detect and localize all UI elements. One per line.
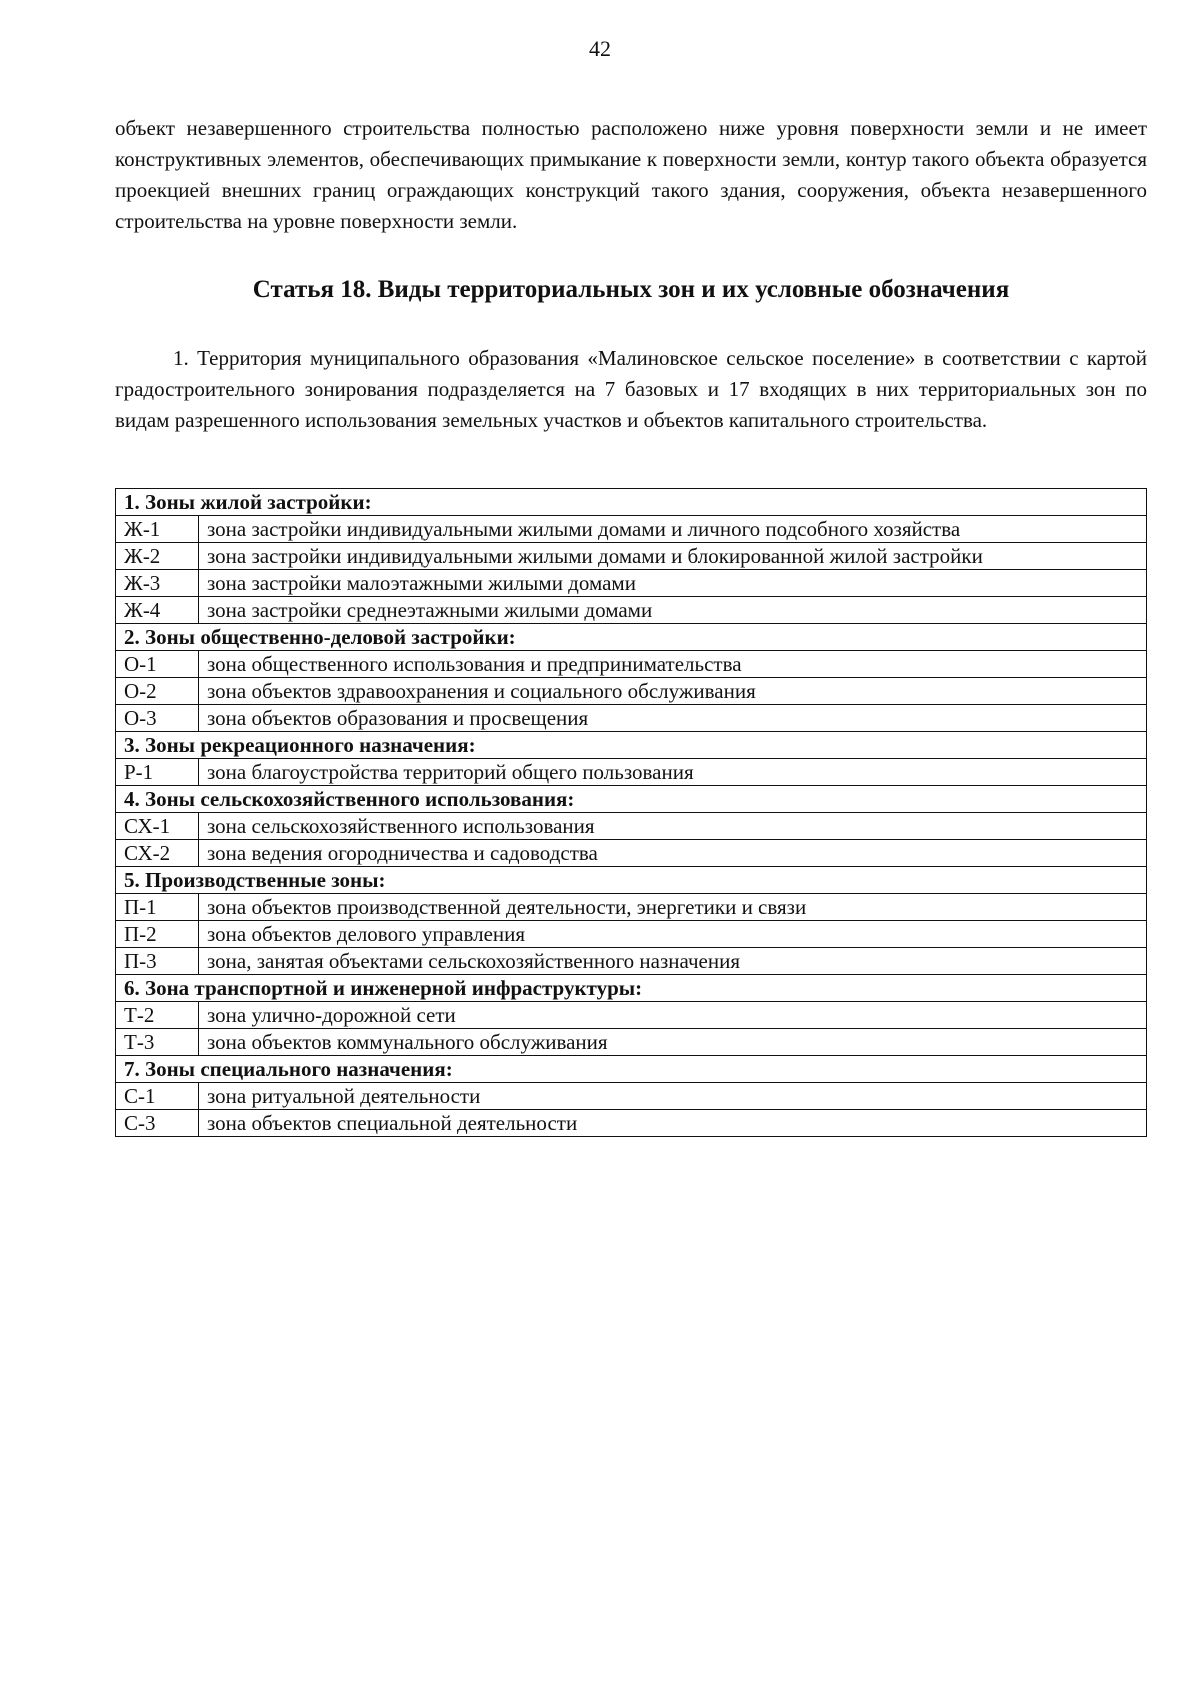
zone-group-title: 3. Зоны рекреационного назначения: — [116, 732, 1147, 759]
zone-name: зона застройки малоэтажными жилыми домами — [199, 570, 1147, 597]
zone-name: зона застройки среднеэтажными жилыми домами — [199, 597, 1147, 624]
zone-row — [116, 813, 1147, 840]
zone-code: П-1 — [116, 894, 199, 921]
zone-row — [116, 678, 1147, 705]
zone-code: Ж-2 — [116, 543, 199, 570]
zone-row — [116, 1029, 1147, 1056]
zone-group-row — [116, 975, 1147, 1002]
page-number: 42 — [589, 36, 611, 61]
intro-paragraph: объект незавершенного строительства полностью расположено ниже уровня поверхности земли и не имеет конструктивных элементов, обеспечивающих примыкание к поверхности земли, контур такого объекта образуется проекцией внешних границ ограждающих конструкций такого здания, сооружения, объекта незавершенного строительства на уровне поверхности земли. — [115, 116, 1147, 233]
zone-group-row — [116, 867, 1147, 894]
zone-code: СХ-1 — [116, 813, 199, 840]
zone-code: С-1 — [116, 1083, 199, 1110]
zone-row — [116, 1110, 1147, 1137]
zone-row — [116, 759, 1147, 786]
zone-code: П-3 — [116, 948, 199, 975]
zone-row — [116, 570, 1147, 597]
zone-code: С-3 — [116, 1110, 199, 1137]
zone-group-row — [116, 489, 1147, 516]
zone-name: зона объектов здравоохранения и социального обслуживания — [199, 678, 1147, 705]
zones-table-body — [116, 489, 1147, 1137]
zone-group-title: 6. Зона транспортной и инженерной инфраструктуры: — [116, 975, 1147, 1002]
zone-row — [116, 921, 1147, 948]
zone-name: зона ритуальной деятельности — [199, 1083, 1147, 1110]
zone-row — [116, 948, 1147, 975]
zone-row — [116, 516, 1147, 543]
zone-name: зона объектов специальной деятельности — [199, 1110, 1147, 1137]
zone-group-row — [116, 732, 1147, 759]
zone-group-title: 7. Зоны специального назначения: — [116, 1056, 1147, 1083]
zone-code: Р-1 — [116, 759, 199, 786]
zone-code: П-2 — [116, 921, 199, 948]
zone-code: О-3 — [116, 705, 199, 732]
zone-code: О-2 — [116, 678, 199, 705]
article-heading: Статья 18. Виды территориальных зон и их условные обозначения — [252, 276, 1010, 303]
zone-row — [116, 705, 1147, 732]
zone-name: зона общественного использования и предпринимательства — [199, 651, 1147, 678]
zone-name: зона застройки индивидуальными жилыми домами и блокированной жилой застройки — [199, 543, 1147, 570]
zone-code: О-1 — [116, 651, 199, 678]
zone-group-title: 5. Производственные зоны: — [116, 867, 1147, 894]
zone-code: Т-3 — [116, 1029, 199, 1056]
zone-name: зона застройки индивидуальными жилыми домами и личного подсобного хозяйства — [199, 516, 1147, 543]
zone-code: Ж-3 — [116, 570, 199, 597]
zone-group-title: 4. Зоны сельскохозяйственного использования: — [116, 786, 1147, 813]
zone-name: зона ведения огородничества и садоводства — [199, 840, 1147, 867]
zone-group-row — [116, 1056, 1147, 1083]
zone-code: Ж-4 — [116, 597, 199, 624]
zone-row — [116, 1002, 1147, 1029]
zone-group-row — [116, 624, 1147, 651]
zone-row — [116, 1083, 1147, 1110]
zone-name: зона благоустройства территорий общего пользования — [199, 759, 1147, 786]
zone-name: зона улично-дорожной сети — [199, 1002, 1147, 1029]
zone-group-title: 2. Зоны общественно-деловой застройки: — [116, 624, 1147, 651]
zone-code: Ж-1 — [116, 516, 199, 543]
zone-row — [116, 840, 1147, 867]
zone-name: зона, занятая объектами сельскохозяйственного назначения — [199, 948, 1147, 975]
zone-code: Т-2 — [116, 1002, 199, 1029]
zone-row — [116, 894, 1147, 921]
zone-name: зона объектов делового управления — [199, 921, 1147, 948]
zone-name: зона объектов коммунального обслуживания — [199, 1029, 1147, 1056]
zone-row — [116, 597, 1147, 624]
paragraph-1: 1. Территория муниципального образования «Малиновское сельское поселение» в соответствии с картой градостроительного зонирования подразделяется на 7 базовых и 17 входящих в них территориальных зон по видам разрешенного использования земельных участков и объектов капитального строительства. — [115, 346, 1147, 432]
zone-name: зона сельскохозяйственного использования — [199, 813, 1147, 840]
zone-row — [116, 543, 1147, 570]
zone-row — [116, 651, 1147, 678]
zone-group-title: 1. Зоны жилой застройки: — [116, 489, 1147, 516]
zone-name: зона объектов производственной деятельности, энергетики и связи — [199, 894, 1147, 921]
zones-table — [115, 488, 1147, 1137]
zone-group-row — [116, 786, 1147, 813]
zone-code: СХ-2 — [116, 840, 199, 867]
zone-name: зона объектов образования и просвещения — [199, 705, 1147, 732]
